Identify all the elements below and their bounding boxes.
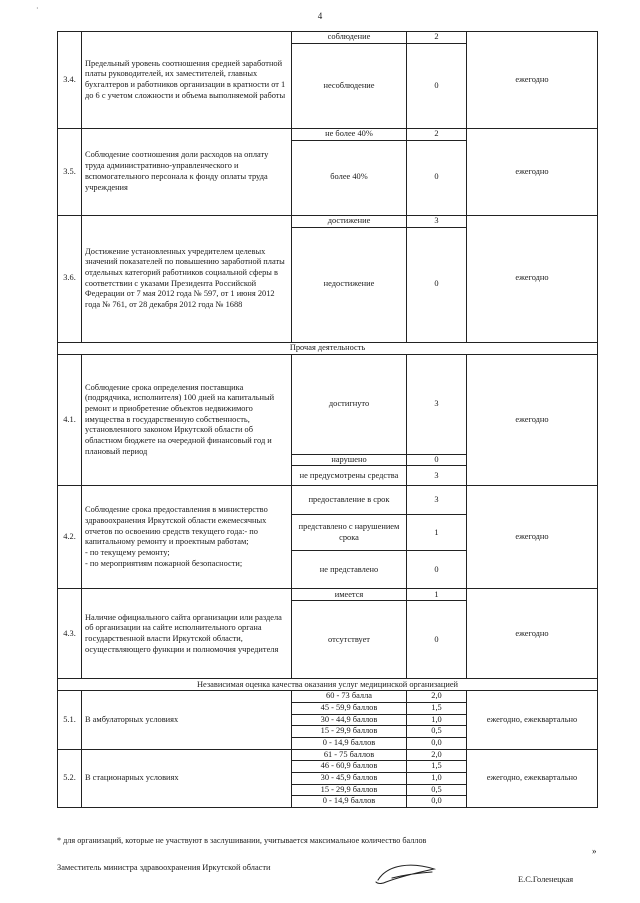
criterion-label: 61 - 75 баллов — [292, 749, 407, 761]
criterion-label: достигнуто — [292, 354, 407, 454]
criterion-label: не более 40% — [292, 129, 407, 141]
section-title: Независимая оценка качества оказания услуг медицинской организацией — [58, 679, 598, 691]
criterion-label: имеется — [292, 589, 407, 601]
page-number: 4 — [317, 11, 323, 21]
row-description: В амбулаторных условиях — [82, 691, 292, 749]
corner-mark: · — [36, 4, 39, 13]
criterion-points: 0 — [407, 551, 467, 589]
criterion-points: 1,0 — [407, 773, 467, 785]
criterion-points: 3 — [407, 354, 467, 454]
description-text: Соблюдение срока предоставления в министерство здравоохранения Иркутской области ежемесячных отчетов по освоению средств текущего года:- по капитальному ремонту и проектным работам; — [85, 505, 268, 547]
criterion-label: 46 - 60,9 баллов — [292, 761, 407, 773]
row-period: ежегодно — [467, 215, 598, 342]
row-number: 4.2. — [58, 486, 82, 589]
row-description: Соблюдение срока определения поставщика (подрядчика, исполнителя) 100 дней на капитальный ремонт и приобретение объектов недвижимого имущества в государственную собственность, установленного законом Иркутской области об областном бюджете на очередной финансовый год и плановый период — [82, 354, 292, 486]
row-period: ежегодно — [467, 32, 598, 129]
table-row — [58, 354, 598, 454]
row-number: 3.6. — [58, 215, 82, 342]
criterion-points: 0 — [407, 601, 467, 679]
criterion-points: 0,5 — [407, 726, 467, 738]
criterion-label: недостижение — [292, 227, 407, 342]
criterion-points: 3 — [407, 486, 467, 515]
criterion-points: 3 — [407, 215, 467, 227]
row-period: ежегодно — [467, 486, 598, 589]
table-row — [58, 749, 598, 761]
criterion-label: 0 - 14,9 баллов — [292, 738, 407, 750]
row-period: ежегодно — [467, 354, 598, 486]
row-description: Достижение установленных учредителем целевых значений показателей по повышению заработной платы отдельных категорий работников социальной сферы в соответствии с указами Президента Российской Федерации от 7 мая 2012 года № 597, от 1 июня 2012 года № 761, от 28 декабря 2012 года № 1688 — [82, 215, 292, 342]
signature-image — [372, 860, 440, 888]
criterion-points: 2 — [407, 129, 467, 141]
criterion-points: 1,0 — [407, 714, 467, 726]
criterion-label: 30 - 45,9 баллов — [292, 773, 407, 785]
criterion-label: более 40% — [292, 140, 407, 215]
row-number: 4.1. — [58, 354, 82, 486]
row-number: 3.5. — [58, 129, 82, 216]
table-row — [58, 215, 598, 227]
row-number: 5.2. — [58, 749, 82, 807]
criterion-points: 0 — [407, 140, 467, 215]
criterion-label: 15 - 29,9 баллов — [292, 784, 407, 796]
row-period: ежегодно — [467, 589, 598, 679]
criterion-points: 2,0 — [407, 691, 467, 703]
criterion-points: 1,5 — [407, 761, 467, 773]
criterion-points: 1,5 — [407, 703, 467, 715]
criterion-label: не предусмотрены средства — [292, 466, 407, 486]
footnote: * для организаций, которые не участвуют в заслушивании, учитывается максимальное количество баллов — [57, 836, 427, 845]
closing-quote: » — [592, 846, 597, 856]
criterion-label: соблюдение — [292, 32, 407, 44]
criterion-label: не представлено — [292, 551, 407, 589]
description-text: - по мероприятиям пожарной безопасности; — [85, 558, 243, 568]
row-number: 4.3. — [58, 589, 82, 679]
row-period: ежегодно, ежеквартально — [467, 749, 598, 807]
criterion-label: предоставление в срок — [292, 486, 407, 515]
criterion-label: отсутствует — [292, 601, 407, 679]
criterion-label: 45 - 59,9 баллов — [292, 703, 407, 715]
table-row — [58, 129, 598, 141]
criterion-label: нарушено — [292, 454, 407, 466]
criterion-label: 15 - 29,9 баллов — [292, 726, 407, 738]
row-description — [82, 486, 292, 589]
criterion-label: достижение — [292, 215, 407, 227]
criterion-points: 1 — [407, 589, 467, 601]
criterion-label: несоблюдение — [292, 44, 407, 129]
criterion-points: 2 — [407, 32, 467, 44]
table-row — [58, 486, 598, 515]
criterion-points: 0 — [407, 44, 467, 129]
row-number: 3.4. — [58, 32, 82, 129]
criterion-label: представлено с нарушением срока — [292, 515, 407, 551]
table-row — [58, 589, 598, 601]
criterion-points: 0 — [407, 454, 467, 466]
table-row — [58, 691, 598, 703]
criterion-label: 0 - 14,9 баллов — [292, 796, 407, 808]
row-description: В стационарных условиях — [82, 749, 292, 807]
criterion-points: 1 — [407, 515, 467, 551]
row-period: ежегодно — [467, 129, 598, 216]
criterion-points: 0 — [407, 227, 467, 342]
criterion-points: 0,5 — [407, 784, 467, 796]
criterion-label: 30 - 44,9 баллов — [292, 714, 407, 726]
criterion-label: 60 - 73 балла — [292, 691, 407, 703]
description-text: - по текущему ремонту; — [85, 548, 170, 558]
criteria-table — [57, 31, 598, 808]
table-row — [58, 32, 598, 44]
signer-title: Заместитель министра здравоохранения Иркутской области — [57, 863, 271, 872]
row-description: Наличие официального сайта организации или раздела об организации на сайте исполнительного органа государственной власти Иркутской области, осуществляющего функции и полномочия учредителя — [82, 589, 292, 679]
row-description: Предельный уровень соотношения средней заработной платы руководителей, их заместителей, главных бухгалтеров и работников организации в кратности от 1 до 6 с учетом сложности и объема выполняемой работы — [82, 32, 292, 129]
criterion-points: 3 — [407, 466, 467, 486]
section-title: Прочая деятельность — [58, 342, 598, 354]
row-description: Соблюдение соотношения доли расходов на оплату труда административно-управленческого и вспомогательного персонала к фонду оплаты труда учреждения — [82, 129, 292, 216]
criterion-points: 2,0 — [407, 749, 467, 761]
row-period: ежегодно, ежеквартально — [467, 691, 598, 749]
signer-name: Е.С.Голенецкая — [518, 875, 574, 884]
criterion-points: 0,0 — [407, 738, 467, 750]
criterion-points: 0,0 — [407, 796, 467, 808]
section-header — [58, 679, 598, 691]
row-number: 5.1. — [58, 691, 82, 749]
section-header — [58, 342, 598, 354]
